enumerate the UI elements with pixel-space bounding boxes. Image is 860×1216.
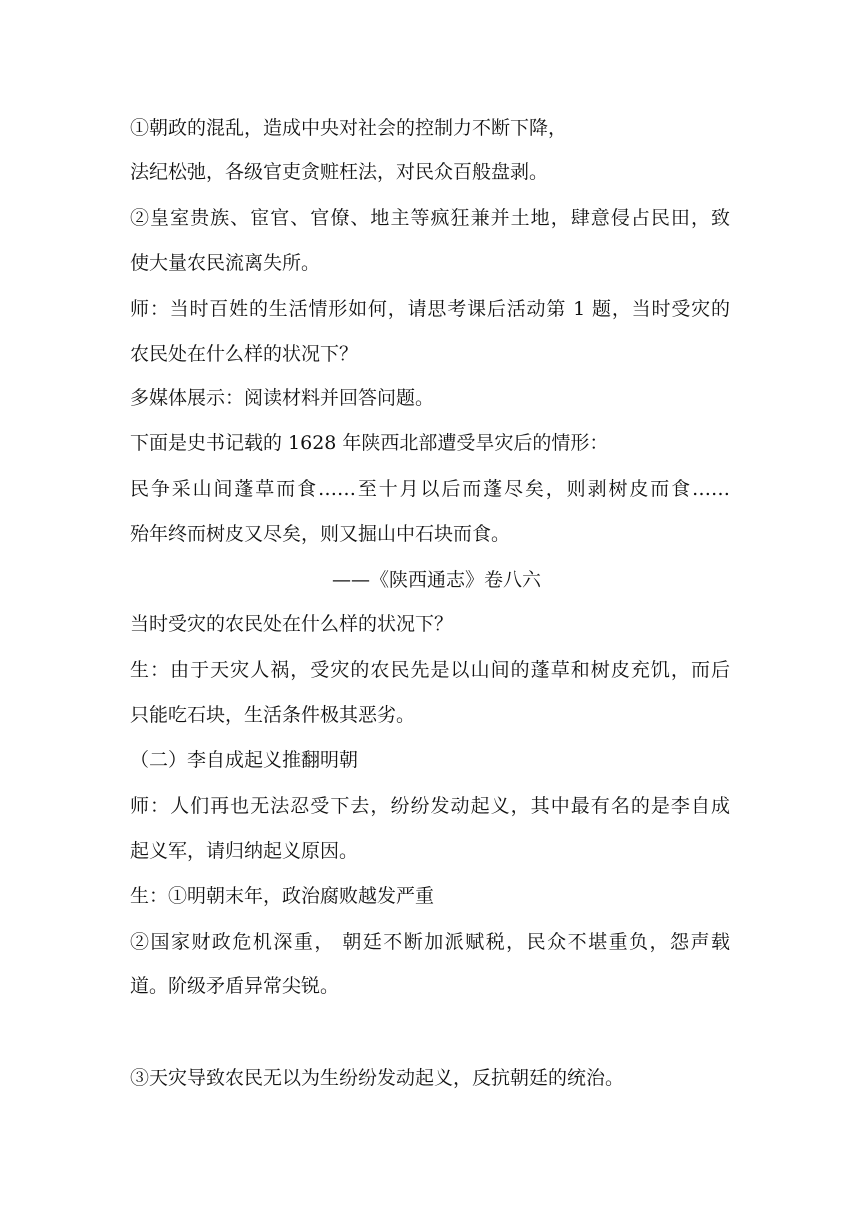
text-line: ②国家财政危机深重， 朝廷不断加派赋税，民众不堪重负，怨声载 [130,931,730,953]
text-line: 生：由于天灾人祸，受灾的农民先是以山间的蓬草和树皮充饥，而后 [130,659,730,681]
text-line: 当时受灾的农民处在什么样的状况下？ [130,613,454,635]
text-line: ①朝政的混乱，造成中央对社会的控制力不断下降， [130,117,568,139]
text-line: 道。阶级矛盾异常尖锐。 [130,975,340,997]
text-line: 使大量农民流离失所。 [130,252,321,274]
text-line: ②皇室贵族、宦官、官僚、地主等疯狂兼并土地，肆意侵占民田，致 [130,207,730,229]
text-line: 只能吃石块，生活条件极其恶劣。 [130,704,416,726]
section-heading: （二）李自成起义推翻明朝 [130,749,359,771]
text-line: 师：人们再也无法忍受下去，纷纷发动起义，其中最有名的是李自成 [130,795,730,817]
text-line: ③天灾导致农民无以为生纷纷发动起义，反抗朝廷的统治。 [130,1067,625,1089]
text-line: 起义军，请归纳起义原因。 [130,840,359,862]
text-line: 法纪松弛，各级官吏贪赃枉法，对民众百般盘剥。 [130,161,549,183]
text-line: 农民处在什么样的状况下？ [130,343,359,365]
citation: ——《陕西通志》卷八六 [332,569,542,591]
text-line: 下面是史书记载的 1628 年陕西北部遭受旱灾后的情形： [130,432,609,454]
text-line: 师：当时百姓的生活情形如何，请思考课后活动第 1 题，当时受灾的 [130,298,730,320]
text-line: 生：①明朝末年，政治腐败越发严重 [130,885,435,907]
text-line: 多媒体展示：阅读材料并回答问题。 [130,387,435,409]
text-line: 殆年终而树皮又尽矣，则又掘山中石块而食。 [130,523,511,545]
text-line: 民争采山间蓬草而食……至十月以后而蓬尽矣，则剥树皮而食…… [130,478,730,500]
